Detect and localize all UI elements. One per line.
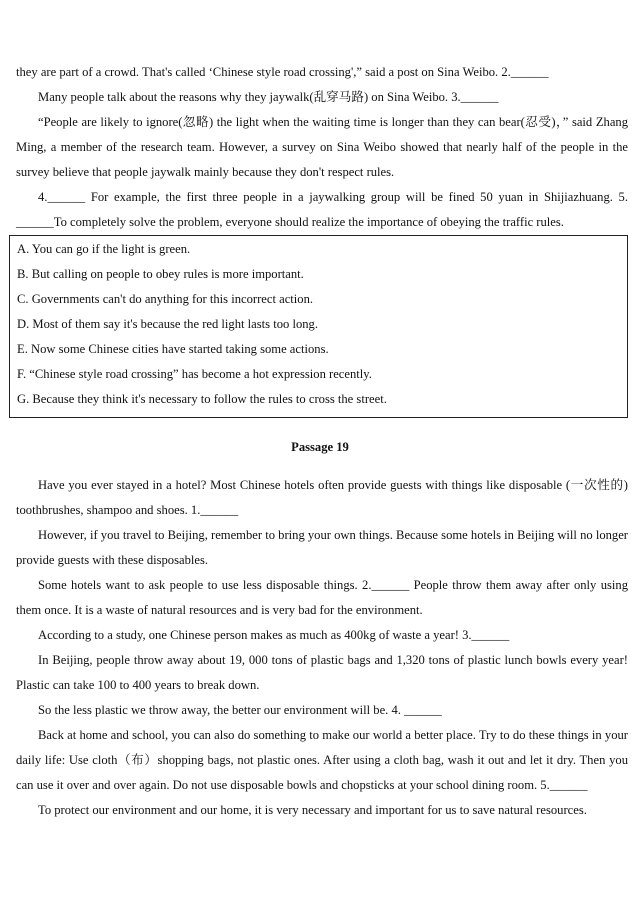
paragraph: In Beijing, people throw away about 19, 000 tons of plastic bags and 1,320 tons of plastic lunch bowls every year! Plastic can take 100 to 400 years to break down. — [16, 653, 628, 692]
option-d: D. Most of them say it's because the red light lasts too long. — [17, 317, 318, 331]
paragraph: To protect our environment and our home, it is very necessary and important for us to save natural resources. — [38, 803, 587, 817]
paragraph: 4.______ For example, the first three people in a jaywalking group will be fined 50 yuan in Shijiazhuang. 5. ______To completely solve the problem, everyone should realize the importance of obeying the traffic rules. — [16, 190, 628, 229]
paragraph: So the less plastic we throw away, the better our environment will be. 4. ______ — [38, 703, 442, 717]
option-e: E. Now some Chinese cities have started taking some actions. — [17, 342, 329, 356]
passage-19-text — [16, 473, 628, 823]
paragraph: Many people talk about the reasons why they jaywalk(乱穿马路) on Sina Weibo. 3.______ — [38, 90, 499, 104]
paragraph: According to a study, one Chinese person makes as much as 400kg of waste a year! 3.______ — [38, 628, 510, 642]
passage-title: Passage 19 — [291, 440, 349, 454]
paragraph: Back at home and school, you can also do something to make our world a better place. Try to do these things in your daily life: Use cloth（布）shopping bags, not plastic ones. After using a cloth bag, wash it out and let it dry. Then you can use it over and over again. Do not use disposable bowls and chopsticks at your school dining room. 5.______ — [16, 728, 628, 792]
paragraph: However, if you travel to Beijing, remember to bring your own things. Because some hotels in Beijing will no longer provide guests with these disposables. — [16, 528, 628, 567]
options-box — [9, 235, 628, 418]
paragraph: Some hotels want to ask people to use less disposable things. 2.______ People throw them away after only using them once. It is a waste of natural resources and is very bad for the environment. — [16, 578, 628, 617]
option-b: B. But calling on people to obey rules is more important. — [17, 267, 304, 281]
paragraph: Have you ever stayed in a hotel? Most Chinese hotels often provide guests with things like disposable (一次性的) toothbrushes, shampoo and shoes. 1.______ — [16, 478, 628, 517]
paragraph: “People are likely to ignore(忽略) the light when the waiting time is longer than they can bear(忍受)，” said Zhang Ming, a member of the research team. However, a survey on Sina Weibo showed that nearly half of the people in the survey believe that people jaywalk mainly because they don't respect rules. — [16, 115, 628, 179]
passage-18-text — [16, 60, 628, 235]
option-f: F. “Chinese style road crossing” has become a hot expression recently. — [17, 367, 372, 381]
option-c: C. Governments can't do anything for this incorrect action. — [17, 292, 314, 306]
paragraph: they are part of a crowd. That's called ‘Chinese style road crossing',” said a post on Sina Weibo. 2.______ — [16, 65, 549, 79]
option-g: G. Because they think it's necessary to follow the rules to cross the street. — [17, 392, 387, 406]
option-a: A. You can go if the light is green. — [17, 242, 191, 256]
